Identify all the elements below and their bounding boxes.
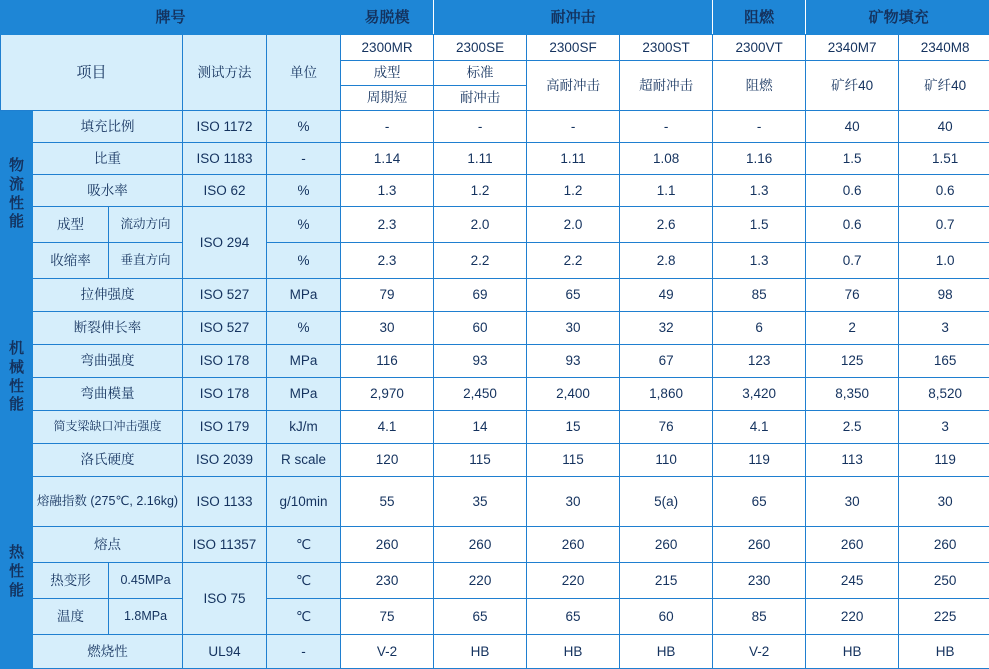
row-method-0: ISO 1172	[183, 111, 267, 143]
cell-5-4: 85	[713, 279, 806, 312]
cell-15-4: V-2	[713, 635, 806, 669]
cell-12-2: 260	[527, 527, 620, 563]
cell-7-2: 93	[527, 345, 620, 378]
row-label-4: 收缩率	[33, 243, 109, 279]
cell-8-2: 2,400	[527, 378, 620, 411]
cell-15-6: HB	[899, 635, 989, 669]
cell-14-3: 60	[620, 599, 713, 635]
row-label-8: 弯曲模量	[33, 378, 183, 411]
row-label-13: 热变形	[33, 563, 109, 599]
cell-9-1: 14	[434, 411, 527, 444]
row-label-5: 拉伸强度	[33, 279, 183, 312]
cell-2-3: 1.1	[620, 175, 713, 207]
cell-14-4: 85	[713, 599, 806, 635]
grade-2: 2300SF	[527, 35, 620, 61]
cell-5-0: 79	[341, 279, 434, 312]
cell-0-5: 40	[806, 111, 899, 143]
cell-8-6: 8,520	[899, 378, 989, 411]
row-label-3: 成型	[33, 207, 109, 243]
cell-3-2: 2.0	[527, 207, 620, 243]
cell-10-0: 120	[341, 444, 434, 477]
row-unit-6: %	[267, 312, 341, 345]
row-label-12: 熔点	[33, 527, 183, 563]
cell-10-2: 115	[527, 444, 620, 477]
cell-4-6: 1.0	[899, 243, 989, 279]
grade-1: 2300SE	[434, 35, 527, 61]
cell-15-0: V-2	[341, 635, 434, 669]
cell-10-1: 115	[434, 444, 527, 477]
cell-13-2: 220	[527, 563, 620, 599]
cell-5-5: 76	[806, 279, 899, 312]
row-unit-13: ℃	[267, 563, 341, 599]
method-header: 测试方法	[183, 35, 267, 111]
cell-6-3: 32	[620, 312, 713, 345]
category-physical	[1, 111, 33, 279]
category-mechanical-label: 机械性能	[8, 340, 24, 414]
brand-header: 牌号	[1, 1, 341, 35]
category-mechanical	[1, 279, 33, 477]
row-method-3: ISO 294	[183, 207, 267, 279]
cell-3-6: 0.7	[899, 207, 989, 243]
cell-9-3: 76	[620, 411, 713, 444]
category-physical-label: 物流性能	[8, 157, 24, 231]
cell-8-3: 1,860	[620, 378, 713, 411]
grade-4: 2300VT	[713, 35, 806, 61]
cell-5-1: 69	[434, 279, 527, 312]
cell-12-1: 260	[434, 527, 527, 563]
cell-11-3: 5(a)	[620, 477, 713, 527]
grade-desc2-1: 耐冲击	[434, 86, 527, 111]
row-unit-9: kJ/m	[267, 411, 341, 444]
group-header-0: 易脱模	[341, 1, 434, 35]
cell-2-6: 0.6	[899, 175, 989, 207]
cell-5-2: 65	[527, 279, 620, 312]
row-label-0: 填充比例	[33, 111, 183, 143]
cell-12-4: 260	[713, 527, 806, 563]
item-header: 项目	[1, 35, 183, 111]
cell-3-4: 1.5	[713, 207, 806, 243]
row-sublabel-3: 流动方向	[109, 207, 183, 243]
cell-4-2: 2.2	[527, 243, 620, 279]
cell-1-2: 1.11	[527, 143, 620, 175]
cell-15-1: HB	[434, 635, 527, 669]
grade-3: 2300ST	[620, 35, 713, 61]
group-header-1: 耐冲击	[434, 1, 713, 35]
cell-11-5: 30	[806, 477, 899, 527]
row-label-1: 比重	[33, 143, 183, 175]
cell-6-1: 60	[434, 312, 527, 345]
cell-7-5: 125	[806, 345, 899, 378]
cell-1-6: 1.51	[899, 143, 989, 175]
grade-5: 2340M7	[806, 35, 899, 61]
cell-3-5: 0.6	[806, 207, 899, 243]
row-method-1: ISO 1183	[183, 143, 267, 175]
cell-1-3: 1.08	[620, 143, 713, 175]
group-header-3: 矿物填充	[806, 1, 989, 35]
row-method-6: ISO 527	[183, 312, 267, 345]
row-method-2: ISO 62	[183, 175, 267, 207]
cell-8-4: 3,420	[713, 378, 806, 411]
row-sublabel-14: 1.8MPa	[109, 599, 183, 635]
cell-15-3: HB	[620, 635, 713, 669]
cell-2-4: 1.3	[713, 175, 806, 207]
row-unit-1: -	[267, 143, 341, 175]
cell-9-4: 4.1	[713, 411, 806, 444]
cell-8-1: 2,450	[434, 378, 527, 411]
cell-1-0: 1.14	[341, 143, 434, 175]
row-unit-2: %	[267, 175, 341, 207]
cell-14-1: 65	[434, 599, 527, 635]
cell-2-1: 1.2	[434, 175, 527, 207]
row-unit-10: R scale	[267, 444, 341, 477]
cell-5-3: 49	[620, 279, 713, 312]
cell-7-1: 93	[434, 345, 527, 378]
cell-0-4: -	[713, 111, 806, 143]
cell-12-6: 260	[899, 527, 989, 563]
cell-0-6: 40	[899, 111, 989, 143]
cell-15-2: HB	[527, 635, 620, 669]
cell-10-4: 119	[713, 444, 806, 477]
row-unit-3: %	[267, 207, 341, 243]
category-thermal-label: 热性能	[8, 544, 24, 599]
row-unit-0: %	[267, 111, 341, 143]
cell-2-0: 1.3	[341, 175, 434, 207]
cell-6-4: 6	[713, 312, 806, 345]
row-label-7: 弯曲强度	[33, 345, 183, 378]
cell-4-0: 2.3	[341, 243, 434, 279]
cell-13-1: 220	[434, 563, 527, 599]
cell-13-4: 230	[713, 563, 806, 599]
cell-7-3: 67	[620, 345, 713, 378]
row-unit-4: %	[267, 243, 341, 279]
cell-13-6: 250	[899, 563, 989, 599]
cell-6-5: 2	[806, 312, 899, 345]
grade-desc1-2: 高耐冲击	[527, 61, 620, 111]
grade-desc1-4: 阻燃	[713, 61, 806, 111]
cell-10-5: 113	[806, 444, 899, 477]
group-header-2: 阻燃	[713, 1, 806, 35]
cell-14-0: 75	[341, 599, 434, 635]
cell-12-3: 260	[620, 527, 713, 563]
row-label-14: 温度	[33, 599, 109, 635]
cell-9-5: 2.5	[806, 411, 899, 444]
cell-15-5: HB	[806, 635, 899, 669]
cell-4-1: 2.2	[434, 243, 527, 279]
category-thermal	[1, 477, 33, 669]
cell-11-1: 35	[434, 477, 527, 527]
grade-desc1-1: 标准	[434, 61, 527, 86]
grade-desc2-0: 周期短	[341, 86, 434, 111]
cell-7-0: 116	[341, 345, 434, 378]
cell-4-5: 0.7	[806, 243, 899, 279]
cell-3-1: 2.0	[434, 207, 527, 243]
cell-0-1: -	[434, 111, 527, 143]
row-method-15: UL94	[183, 635, 267, 669]
row-method-10: ISO 2039	[183, 444, 267, 477]
cell-6-2: 30	[527, 312, 620, 345]
cell-9-6: 3	[899, 411, 989, 444]
grade-0: 2300MR	[341, 35, 434, 61]
row-method-7: ISO 178	[183, 345, 267, 378]
cell-11-0: 55	[341, 477, 434, 527]
cell-0-3: -	[620, 111, 713, 143]
cell-11-4: 65	[713, 477, 806, 527]
row-unit-11: g/10min	[267, 477, 341, 527]
grade-desc1-5: 矿纤40	[806, 61, 899, 111]
row-label-11: 熔融指数 (275℃, 2.16kg)	[33, 477, 183, 527]
row-label-6: 断裂伸长率	[33, 312, 183, 345]
row-method-12: ISO 11357	[183, 527, 267, 563]
row-method-5: ISO 527	[183, 279, 267, 312]
row-method-8: ISO 178	[183, 378, 267, 411]
cell-1-4: 1.16	[713, 143, 806, 175]
cell-3-0: 2.3	[341, 207, 434, 243]
cell-1-1: 1.11	[434, 143, 527, 175]
cell-0-2: -	[527, 111, 620, 143]
cell-3-3: 2.6	[620, 207, 713, 243]
row-method-13: ISO 75	[183, 563, 267, 635]
grade-desc1-6: 矿纤40	[899, 61, 989, 111]
cell-10-3: 110	[620, 444, 713, 477]
row-sublabel-13: 0.45MPa	[109, 563, 183, 599]
cell-8-5: 8,350	[806, 378, 899, 411]
cell-13-0: 230	[341, 563, 434, 599]
grade-desc1-0: 成型	[341, 61, 434, 86]
grade-6: 2340M8	[899, 35, 989, 61]
row-unit-5: MPa	[267, 279, 341, 312]
cell-9-2: 15	[527, 411, 620, 444]
cell-14-2: 65	[527, 599, 620, 635]
row-label-9: 简支梁缺口冲击强度	[33, 411, 183, 444]
row-label-10: 洛氏硬度	[33, 444, 183, 477]
cell-8-0: 2,970	[341, 378, 434, 411]
cell-13-3: 215	[620, 563, 713, 599]
row-label-2: 吸水率	[33, 175, 183, 207]
cell-5-6: 98	[899, 279, 989, 312]
row-unit-15: -	[267, 635, 341, 669]
cell-12-5: 260	[806, 527, 899, 563]
cell-9-0: 4.1	[341, 411, 434, 444]
cell-6-0: 30	[341, 312, 434, 345]
cell-13-5: 245	[806, 563, 899, 599]
cell-1-5: 1.5	[806, 143, 899, 175]
cell-14-6: 225	[899, 599, 989, 635]
cell-4-4: 1.3	[713, 243, 806, 279]
cell-2-2: 1.2	[527, 175, 620, 207]
cell-12-0: 260	[341, 527, 434, 563]
cell-2-5: 0.6	[806, 175, 899, 207]
cell-10-6: 119	[899, 444, 989, 477]
unit-header: 单位	[267, 35, 341, 111]
row-unit-14: ℃	[267, 599, 341, 635]
row-unit-8: MPa	[267, 378, 341, 411]
cell-11-6: 30	[899, 477, 989, 527]
cell-4-3: 2.8	[620, 243, 713, 279]
cell-6-6: 3	[899, 312, 989, 345]
row-unit-7: MPa	[267, 345, 341, 378]
cell-7-6: 165	[899, 345, 989, 378]
cell-11-2: 30	[527, 477, 620, 527]
cell-14-5: 220	[806, 599, 899, 635]
grade-desc1-3: 超耐冲击	[620, 61, 713, 111]
cell-0-0: -	[341, 111, 434, 143]
row-method-9: ISO 179	[183, 411, 267, 444]
row-label-15: 燃烧性	[33, 635, 183, 669]
cell-7-4: 123	[713, 345, 806, 378]
row-method-11: ISO 1133	[183, 477, 267, 527]
row-unit-12: ℃	[267, 527, 341, 563]
row-sublabel-4: 垂直方向	[109, 243, 183, 279]
